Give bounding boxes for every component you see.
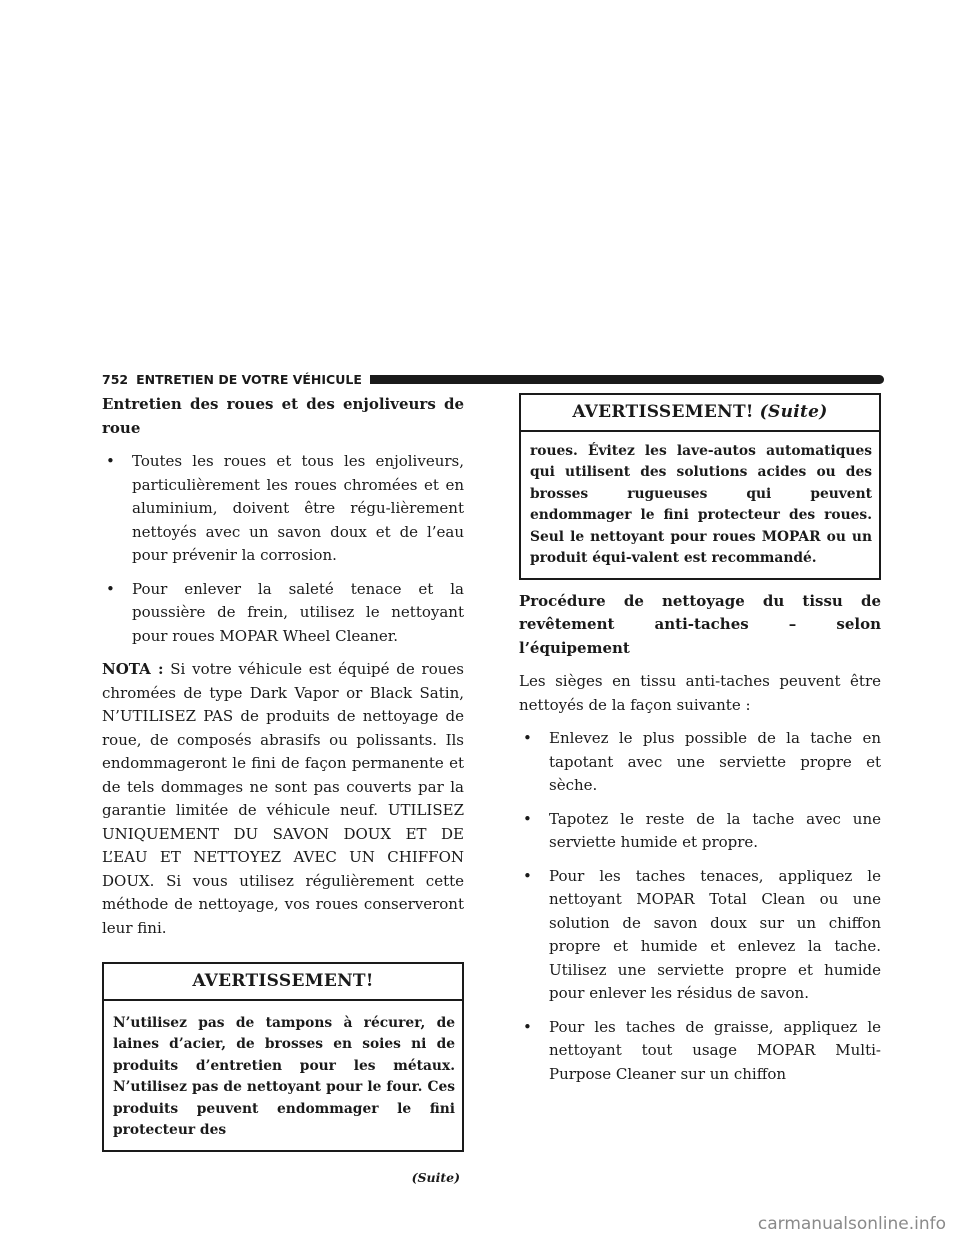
list-item-text: Enlevez le plus possible de la tache en tapotant avec une serviette propre et sèche.: [549, 729, 881, 794]
list-item-text: Pour les taches de graisse, appliquez le nettoyant tout usage MOPAR Multi-Purpose Cleaner sur un chiffon: [549, 1017, 881, 1083]
bullet-icon: •: [523, 1017, 532, 1036]
list-item-text: Tapotez le reste de la tache avec une serviette humide et propre.: [549, 809, 881, 851]
warning-text: roues. Évitez les lave-autos automatiques qui utilisent des solutions acides ou des brosses rugueuses qui peuvent endommager le fini protecteur des roues. Seul le nettoyant pour roues MOPAR ou un produit équi-valent est recommandé.: [530, 442, 872, 566]
page-header: [102, 369, 884, 389]
page-number: 752: [102, 371, 129, 387]
list-item: [519, 808, 881, 855]
list-item-text: Pour les taches tenaces, appliquez le nettoyant MOPAR Total Clean ou une solution de savon doux sur un chiffon propre et humide et enlevez la tache. Utilisez une serviette propre et humide pour enlever les résidus de savon.: [549, 866, 881, 1002]
list-item-text: Pour enlever la saleté tenace et la poussière de frein, utilisez le nettoyant pour roues MOPAR Wheel Cleaner.: [132, 579, 464, 645]
intro-paragraph: Les sièges en tissu anti-taches peuvent être nettoyés de la façon suivante :: [519, 672, 881, 714]
watermark: carmanualsonline.info: [757, 1214, 946, 1234]
note-paragraph: [102, 658, 464, 940]
warning-box-continued: [519, 393, 881, 580]
warning-title: AVERTISSEMENT!: [104, 964, 462, 1001]
note-text: Si votre véhicule est équipé de roues chromées de type Dark Vapor or Black Satin, N’UTILISEZ PAS de produits de nettoyage de roue, de composés abrasifs ou polissants. Ils endommageront le fini de façon permanente et de tels dommages ne sont pas couverts par la garantie limitée de véhicule neuf. UTILISEZ UNIQUEMENT DU SAVON DOUX ET DE L’EAU ET NETTOYEZ AVEC UN CHIFFON DOUX. Si vous utilisez régulièrement cette méthode de nettoyage, vos roues conserveront leur fini.: [102, 660, 464, 937]
continued-label: (Suite): [411, 1169, 460, 1185]
warning-text: N’utilisez pas de tampons à récurer, de laines d’acier, de brosses en soies ni de produits d’entretien pour les métaux. N’utilisez pas de nettoyant pour le four. Ces produits peuvent endommager le fini protecteur des: [113, 1014, 455, 1138]
list-item: [519, 1016, 881, 1087]
right-column: [519, 393, 881, 1096]
warning-title-text: AVERTISSEMENT!: [572, 402, 754, 422]
list-item: [519, 865, 881, 1006]
section-heading-wheels: Entretien des roues et des enjoliveurs de roue: [102, 395, 464, 437]
bullet-icon: •: [523, 809, 532, 828]
warning-continued-label: (Suite): [759, 402, 828, 422]
bullet-icon: •: [106, 452, 115, 470]
bullet-icon: •: [523, 729, 532, 747]
note-label: NOTA :: [102, 660, 164, 678]
list-item: [102, 450, 464, 568]
warning-box: [102, 962, 464, 1152]
section-heading-fabric: Procédure de nettoyage du tissu de revêtement anti-taches – selon l’équipement: [519, 591, 881, 657]
bullet-icon: •: [106, 579, 115, 598]
list-item-text: Toutes les roues et tous les enjoliveurs, particulièrement les roues chromées et en aluminium, doivent être régu-lièrement nettoyés avec un savon doux et de l’eau pour prévenir la corrosion.: [132, 452, 464, 564]
bullet-icon: •: [523, 866, 532, 885]
warning-title: [521, 395, 879, 432]
list-item: [519, 727, 881, 798]
section-title: ENTRETIEN DE VOTRE VÉHICULE: [136, 371, 362, 387]
list-item: [102, 578, 464, 649]
header-rule: [370, 375, 884, 384]
left-column: [102, 393, 464, 1189]
